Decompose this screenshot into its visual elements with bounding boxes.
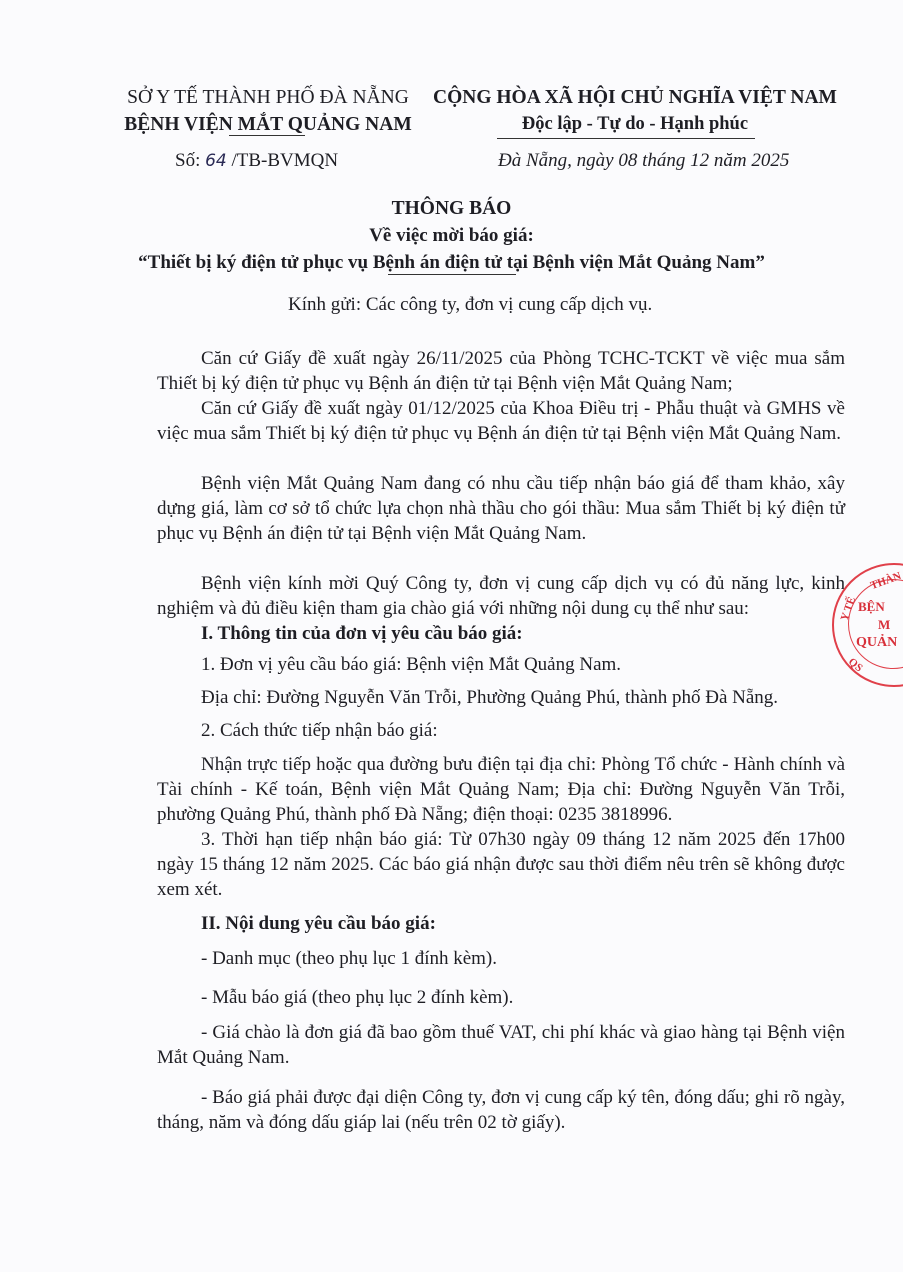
recipient-line: Kính gửi: Các công ty, đơn vị cung cấp dịch vụ. — [288, 294, 653, 315]
national-motto — [420, 84, 850, 138]
section1-item2: 2. Cách thức tiếp nhận báo giá: — [201, 720, 438, 741]
place-and-date: Đà Nẵng, ngày 08 tháng 12 năm 2025 — [498, 150, 790, 171]
subject-underline — [388, 274, 516, 275]
section1-item3: 3. Thời hạn tiếp nhận báo giá: Từ 07h30 ngày 09 tháng 12 năm 2025 đến 17h00 ngày 15 tháng 12 năm 2025. Các báo giá nhận được sau thời điểm nêu trên sẽ không được xem xét. — [157, 829, 845, 900]
section2-item: - Mẫu báo giá (theo phụ lục 2 đính kèm). — [201, 987, 514, 1008]
section1-item1: 1. Đơn vị yêu cầu báo giá: Bệnh viện Mắt Quảng Nam. — [201, 654, 622, 675]
issuing-organization: BỆNH VIỆN MẮT QUẢNG NAM — [124, 114, 412, 135]
paragraph-basis-1: Căn cứ Giấy đề xuất ngày 26/11/2025 của Phòng TCHC-TCKT về việc mua sắm Thiết bị ký điện tử phục vụ Bệnh án điện tử tại Bệnh viện Mắt Quảng Nam; — [157, 348, 845, 394]
document-title: THÔNG BÁO — [391, 198, 512, 219]
section1-address: Địa chỉ: Đường Nguyễn Văn Trỗi, Phường Quảng Phú, thành phố Đà Nẵng. — [201, 687, 779, 708]
paragraph-basis-2: Căn cứ Giấy đề xuất ngày 01/12/2025 của Khoa Điều trị - Phẫu thuật và GMHS về việc mua sắm Thiết bị ký điện tử phục vụ Bệnh án điện tử tại Bệnh viện Mắt Quảng Nam. — [157, 398, 845, 444]
parent-agency: SỞ Y TẾ THÀNH PHỐ ĐÀ NẴNG — [127, 87, 409, 108]
section2-item: - Danh mục (theo phụ lục 1 đính kèm). — [201, 948, 498, 969]
paragraph-purpose: Bệnh viện Mắt Quảng Nam đang có nhu cầu tiếp nhận báo giá để tham khảo, xây dựng giá, làm cơ sở tổ chức lựa chọn nhà thầu cho gói thầu: Mua sắm Thiết bị ký điện tử phục vụ Bệnh án điện tử tại Bệnh viện Mắt Quảng Nam. — [157, 473, 845, 544]
subject-line-1: Về việc mời báo giá: — [369, 225, 534, 246]
section1-heading: I. Thông tin của đơn vị yêu cầu báo giá: — [201, 623, 523, 644]
country-name: CỘNG HÒA XÃ HỘI CHỦ NGHĨA VIỆT NAM — [433, 87, 837, 108]
official-seal-stamp: THÀN Y TẾ BỆN M QUẢN QS — [832, 563, 903, 687]
section2-item: - Báo giá phải được đại diện Công ty, đơn vị cung cấp ký tên, đóng dấu; ghi rõ ngày, tháng, năm và đóng dấu giáp lai (nếu trên 02 tờ giấy). — [157, 1087, 845, 1133]
header-left-underline — [229, 135, 305, 136]
subject-line-2: “Thiết bị ký điện tử phục vụ Bệnh án điện tử tại Bệnh viện Mắt Quảng Nam” — [138, 252, 765, 273]
document-number: Số: 64 /TB-BVMQN — [175, 150, 339, 171]
motto: Độc lập - Tự do - Hạnh phúc — [521, 114, 749, 134]
paragraph-invitation: Bệnh viện kính mời Quý Công ty, đơn vị cung cấp dịch vụ có đủ năng lực, kinh nghiệm và đủ điều kiện tham gia chào giá với những nội dung cụ thể như sau: — [157, 573, 845, 619]
issuing-authority — [118, 84, 418, 138]
section1-item2-detail: Nhận trực tiếp hoặc qua đường bưu điện tại địa chỉ: Phòng Tổ chức - Hành chính và Tài chính - Kế toán, Bệnh viện Mắt Quảng Nam; Địa chỉ: Đường Nguyễn Văn Trỗi, phường Quảng Phú, thành phố Đà Nẵng; điện thoại: 0235 3818996. — [157, 754, 845, 825]
header-right-underline — [497, 138, 755, 139]
section2-heading: II. Nội dung yêu cầu báo giá: — [201, 913, 436, 934]
seal-inner-ring — [848, 579, 903, 669]
handwritten-number: 64 — [205, 151, 227, 171]
section2-item: - Giá chào là đơn giá đã bao gồm thuế VAT, chi phí khác và giao hàng tại Bệnh viện Mắt Quảng Nam. — [157, 1022, 845, 1068]
